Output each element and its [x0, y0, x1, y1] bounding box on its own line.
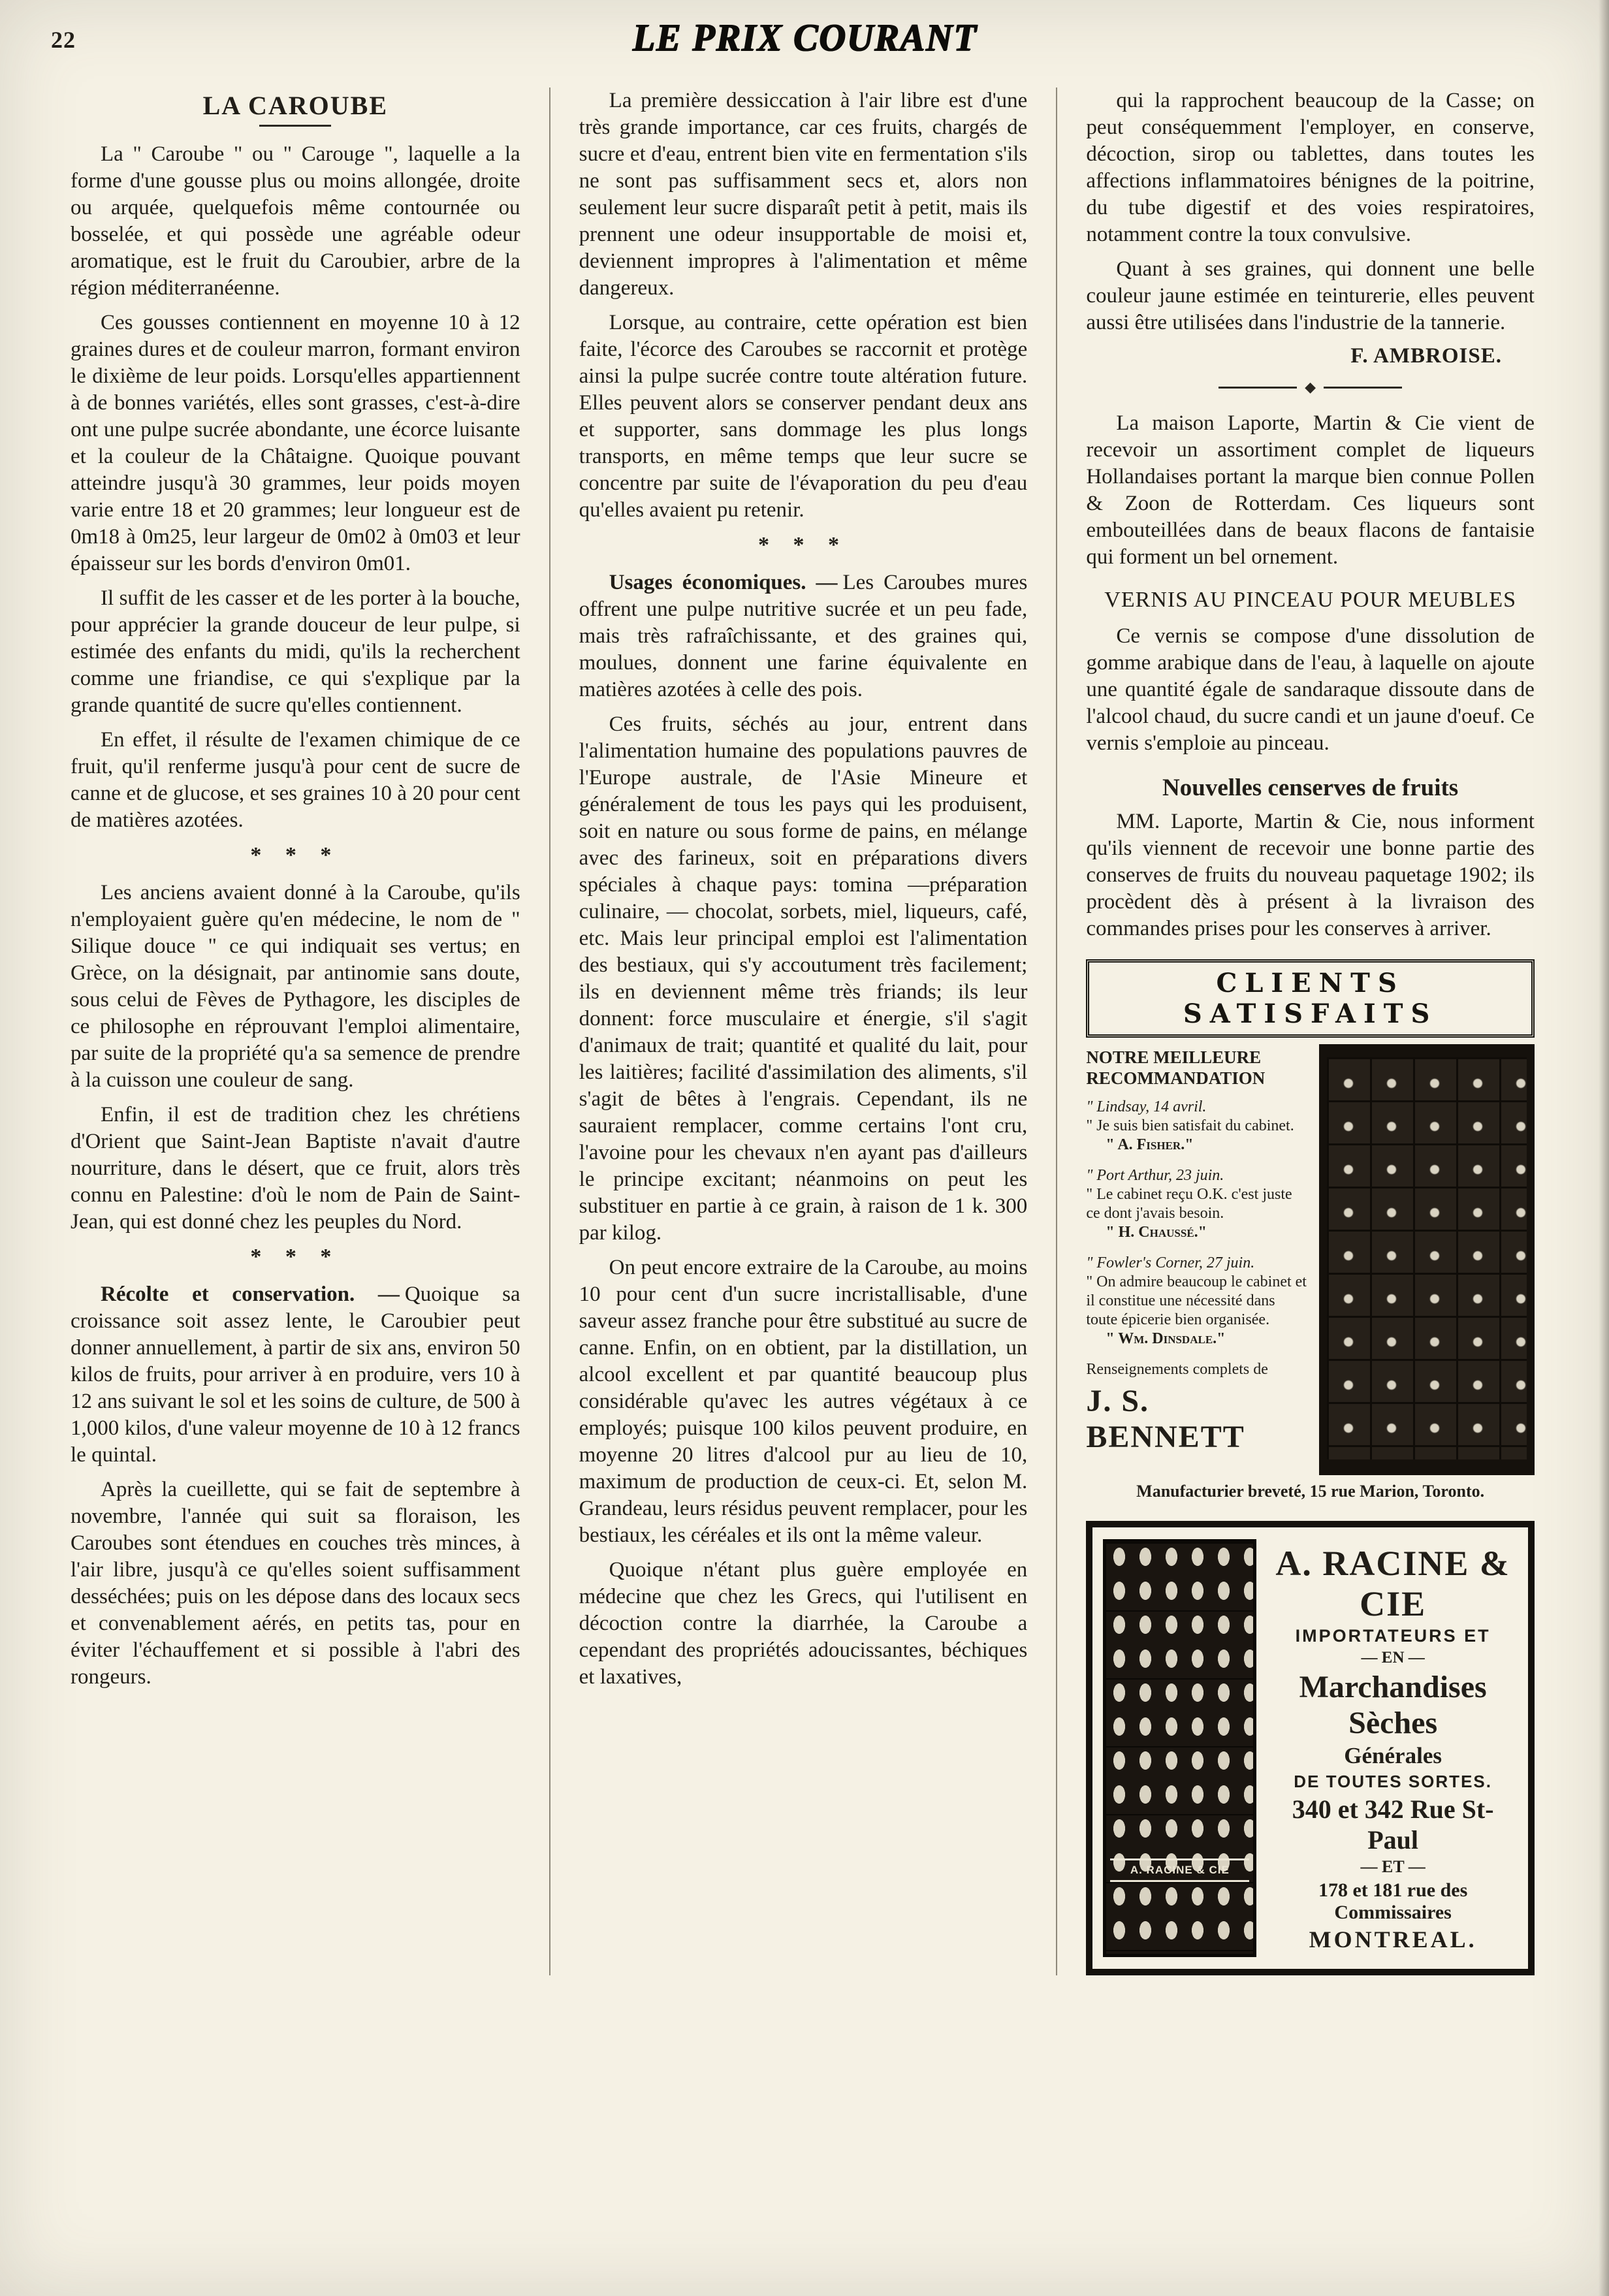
article-paragraph: Quoique n'étant plus guère employée en médecine que chez les Grecs, qui l'utilisent en décoction contre la diarrhée, la Caroube a cependant des propriétés adoucissantes, béchiques et laxatives, [579, 1558, 1028, 1689]
testimonial-text: " Le cabinet reçu O.K. c'est juste ce dont j'avais besoin. [1086, 1186, 1292, 1222]
stars-separator: * * * [250, 1245, 341, 1269]
testimonial [1086, 1254, 1309, 1348]
section-divider [1086, 379, 1535, 396]
testimonial-place: " Fowler's Corner, 27 juin. [1086, 1254, 1255, 1271]
article-paragraph: Ces fruits, séchés au jour, entrent dans l'alimentation humaine des populations pauvres de l'Europe australe, de l'Asie Mineure et généralement de tous les pays qui les produisent, soit en nature ou sous forme de pains, en mélange avec des farineux, soit en préparations divers spéciales à chaque pays: tomina —préparation culinaire, — chocolat, sorbets, miel, liqueurs, café, etc. Mais leur principal emploi est l'alimentation des bestiaux, qui s'y accoutument très facilement; ils en deviennent même très friands; ils leur donnent: force musculaire et énergie, s'il s'agit d'animaux de trait; quantité et qualité du lait, pour les laitières; facilité d'assimilation des aliments, s'il s'agit de bêtes à l'engrais. Cependant, ils ne sauraient remplacer, comme certains l'ont cru, l'avoine pour les chevaux n'en ayant pas d'ailleurs le principe excitant; néanmoins on peut les substituer en partie à ce grain, à raison de 1 k. 300 par kilog. [579, 712, 1028, 1245]
paragraph-lead: Usages économiques. — [609, 571, 838, 594]
article-paragraph: La " Caroube " ou " Carouge ", laquelle a la forme d'une gousse plus ou moins allongée, droite ou arquée, quelquefois même contournée ou bosselée, et qui possède une agréable odeur aromatique, est le fruit du Caroubier, arbre de la région méditerranéenne. [71, 142, 520, 300]
testimonial-signature: " Wm. Dinsdale." [1106, 1330, 1226, 1347]
bennett-ad-body [1086, 1044, 1535, 1475]
testimonial [1086, 1098, 1309, 1155]
testimonial-place: " Lindsay, 14 avril. [1086, 1098, 1207, 1115]
testimonial-signature: " H. Chaussé." [1106, 1224, 1207, 1241]
divider-ornament: ◆ [1305, 379, 1316, 395]
section-heading-vernis: VERNIS AU PINCEAU POUR MEUBLES [1104, 588, 1516, 612]
racine-city: MONTREAL. [1309, 1926, 1477, 1953]
article-paragraph: Quant à ses graines, qui donnent une belle couleur jaune estimée en teinturerie, elles peuvent aussi être utilisées dans l'industrie de la tannerie. [1086, 257, 1535, 334]
bennett-footer: Manufacturier breveté, 15 rue Marion, Toronto. [1136, 1482, 1485, 1501]
bennett-ad-text [1086, 1044, 1309, 1475]
racine-line-marchandises: Marchandises Sèches [1299, 1669, 1487, 1740]
bennett-name: J. S. BENNETT [1086, 1384, 1245, 1454]
article-paragraph: Les anciens avaient donné à la Caroube, qu'ils n'employaient guère qu'en médecine, le nom de " Silique douce " ce qui indiquait ses vertus; en Grèce, on la désignait, par antinomie sans doute, sous celui de Fèves de Pythagore, les disciples de ce philosophe en réprouvant l'emploi alimentaire, par suite de la propriété qu'a sa semence de prendre à la cuisson une couleur de sang. [71, 881, 520, 1092]
racine-line-sortes: DE TOUTES SORTES. [1294, 1771, 1492, 1791]
article-paragraph [579, 569, 1028, 703]
masthead-logo: LE PRIX COURANT [632, 16, 977, 59]
testimonial-signature: " A. Fisher." [1106, 1136, 1194, 1153]
cabinet-image [1319, 1044, 1535, 1475]
bennett-recommendation: NOTRE MEILLEURE RECOMMANDATION [1086, 1047, 1266, 1088]
paragraph-lead: Récolte et conservation. — [101, 1283, 400, 1306]
article-paragraph: En effet, il résulte de l'examen chimique de ce fruit, qu'il renferme jusqu'à pour cent de sucre de canne et de glucose, et ses graines 10 à 20 pour cent de matières azotées. [71, 728, 520, 832]
title-rule [259, 125, 331, 127]
article-paragraph: La première dessiccation à l'air libre est d'une très grande importance, car ces fruits, chargés de sucre et d'eau, entrent bien vite en fermentation s'ils ne sont pas suffisamment secs et, alors non seulement leur sucre disparaît petit à petit, mais ils prennent une odeur insupportable de moisi et, deviennent impropres à l'alimentation et même dangereux. [579, 89, 1028, 300]
building-sign: A. RACINE & CIE [1110, 1858, 1249, 1882]
racine-line-en: — EN — [1361, 1648, 1425, 1666]
bennett-ad [1086, 959, 1535, 1501]
racine-ad-text [1268, 1539, 1518, 1957]
page-number: 22 [51, 27, 76, 53]
stars-separator: * * * [757, 533, 848, 557]
section-heading-conserves: Nouvelles censerves de fruits [1162, 774, 1459, 801]
stars-separator: * * * [250, 843, 341, 867]
bennett-contact-line: Renseignements complets de [1086, 1361, 1268, 1378]
racine-line-generales: Générales [1344, 1743, 1442, 1769]
article-paragraph: On peut encore extraire de la Caroube, au moins 10 pour cent d'un sucre incristallisable, d'une saveur assez franche pour être substitué au sucre de canne. Enfin, on en obtient, par la distillation, un alcool excellent et par quantité beaucoup plus considérable qu'avec les autres végétaux à ce employés; puisque 100 kilos peuvent produire, en moyenne 20 litres d'alcool pur au lieu de 10, maximum de production de ceux-ci. Et, selon M. Grandeau, leurs résidus peuvent remplacer, pour les bestiaux, les céréales et ils ont la même valeur. [579, 1256, 1028, 1547]
racine-address-commissaires: 178 et 181 rue des Commissaires [1318, 1879, 1468, 1923]
column-2 [549, 88, 1057, 1975]
testimonial-text: " Je suis bien satisfait du cabinet. [1086, 1117, 1294, 1134]
testimonial-text: " On admire beaucoup le cabinet et il constitue une nécessité dans toute épicerie bien organisée. [1086, 1273, 1307, 1328]
bennett-ad-title: CLIENTS SATISFAITS [1086, 959, 1535, 1038]
article-paragraph: Il suffit de les casser et de les porter à la bouche, pour apprécier la grande douceur de leur pulpe, si estimée des enfants du midi, qu'ils la recherchent comme une friandise, ce qui s'explique par la grande quantité de sucre qu'elles contiennent. [71, 586, 520, 717]
column-3 [1056, 88, 1563, 1975]
testimonial [1086, 1166, 1309, 1242]
article-paragraph: Ce vernis se compose d'une dissolution de gomme arabique dans de l'eau, à laquelle on ajoute une quantité égale de sandaraque dissoute dans de l'alcool chaud, du sucre candi et un jaune d'oeuf. Ce vernis s'emploie au pinceau. [1086, 624, 1535, 755]
article-paragraph: Après la cueillette, qui se fait de septembre à novembre, l'année qui suit sa floraison, les Caroubes sont étendues en couches très minces, à l'air libre, jusqu'à ce qu'elles soient suffisamment desséchées; puis on les dépose dans des locaux secs et convenablement aérés, en petits tas, pour en éviter l'échauffement et si possible à l'abri des rongeurs. [71, 1478, 520, 1689]
page-content [42, 88, 1563, 1975]
article-paragraph [71, 1281, 520, 1469]
column-1 [42, 88, 549, 1975]
racine-address-stpaul: 340 et 342 Rue St-Paul [1292, 1794, 1494, 1855]
article-paragraph: Enfin, il est de tradition chez les chrétiens d'Orient que Saint-Jean Baptiste n'avait d'autre nourriture, dans le désert, que ce fruit, alors très connu en Palestine: d'où le nom de Pain de Saint-Jean, qui est donné chez les peuples du Nord. [71, 1103, 520, 1234]
author-signature: F. AMBROISE. [1350, 344, 1502, 368]
racine-ad [1086, 1521, 1535, 1975]
racine-title: A. RACINE & CIE [1275, 1544, 1510, 1623]
article-paragraph: MM. Laporte, Martin & Cie, nous informent qu'ils viennent de recevoir une bonne partie des conserves de fruits du nouveau paquetage 1902; ils procèdent dès à présent à la livraison des commandes prises pour les conserves à arriver. [1086, 810, 1535, 940]
paragraph-text: Les Caroubes mures offrent une pulpe nutritive sucrée et un peu fade, mais très rafraîchissante, et des graines qui, moulues, donnent une farine équivalente en matières azotées à celle des pois. [579, 571, 1028, 701]
racine-line-et: — ET — [1360, 1857, 1426, 1877]
scan-edge-artifact [1599, 0, 1609, 2296]
paragraph-text: Quoique sa croissance soit assez lente, le Caroubier peut donner annuellement, à partir de six ans, environ 50 kilos de fruits, pour arriver à en produire, vers 10 à 12 ans suivant le sol et les soins de culture, de 500 à 1,000 kilos, d'une valeur moyenne de 10 à 12 francs le quintal. [71, 1283, 520, 1467]
racine-line-importateurs: IMPORTATEURS ET [1295, 1626, 1491, 1646]
article-paragraph: Ces gousses contiennent en moyenne 10 à 12 graines dures et de couleur marron, formant environ le dixième de leur poids. Lorsqu'elles appartiennent à de bonnes variétés, elles sont grasses, c'est-à-dire ont une pulpe sucrée abondante, une écorce luisante et la couleur de la Châtaigne. Quoique pouvant atteindre jusqu'à 30 grammes, leur poids moyen varie entre 18 et 20 grammes; leur longueur est de 0m18 à 0m25, leur largeur de 0m02 à 0m03 et leur épaisseur sur les bords d'environ 0m01. [71, 311, 520, 575]
testimonial-place: " Port Arthur, 23 juin. [1086, 1167, 1224, 1184]
article-title: LA CAROUBE [202, 91, 389, 120]
article-paragraph: La maison Laporte, Martin & Cie vient de recevoir un assortiment complet de liqueurs Hollandaises portant la marque bien connue Pollen & Zoon de Rotterdam. Ces liqueurs sont embouteillées dans de beaux flacons de fantaisie qui forment un bel ornement. [1086, 411, 1535, 569]
building-image [1103, 1539, 1256, 1957]
article-paragraph: Lorsque, au contraire, cette opération est bien faite, l'écorce des Caroubes se raccornit et protège ainsi la pulpe sucrée contre toute altération future. Elles peuvent alors se conserver pendant deux ans et supporter, sans dommage les plus longs transports, en même temps que leur sucre se concentre par suite de l'évaporation du peu d'eau qu'elles avaient pu retenir. [579, 311, 1028, 522]
article-paragraph: qui la rapprochent beaucoup de la Casse; on peut conséquemment l'employer, en conserve, décoction, sirop ou tablettes, dans toutes les affections inflammatoires bénignes de la poitrine, du tube digestif et des voies respiratoires, notamment contre la toux convulsive. [1086, 89, 1535, 246]
